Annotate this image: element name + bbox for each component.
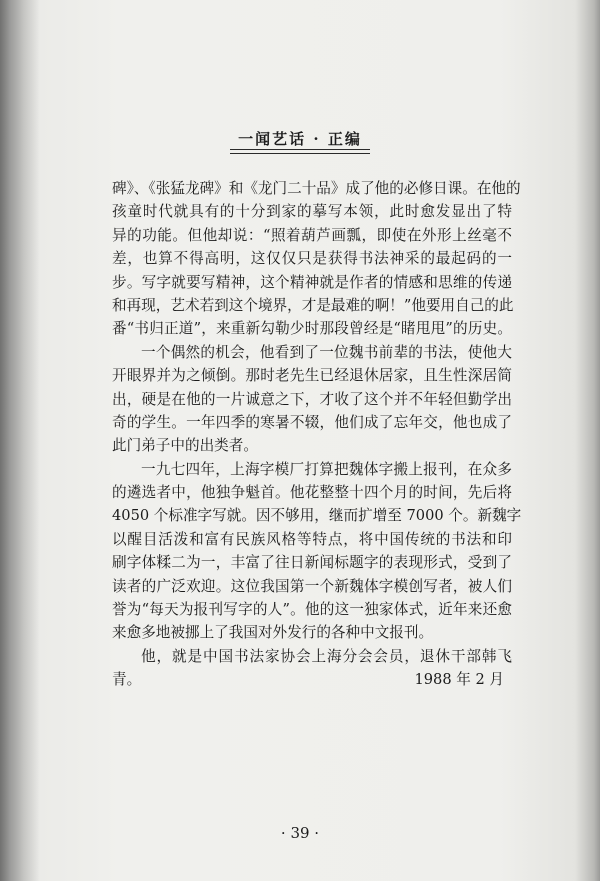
- text-line: 以醒目活泼和富有民族风格等特点，将中国传统的书法和印: [112, 530, 512, 548]
- text-line: 开眼界并为之倾倒。那时老先生已经退休居家，且生性深居简: [112, 367, 512, 385]
- text-line: 异的功能。但他却说：“照着葫芦画瓢，即使在外形上丝毫不: [112, 226, 512, 244]
- text-line: 刷字体糅二为一，丰富了往日新闻标题字的表现形式，受到了: [112, 554, 512, 572]
- header-rule-top: [230, 149, 370, 150]
- text-line: 出，硬是在他的一片诚意之下，才收了这个并不年轻但勤学出: [112, 390, 512, 408]
- closing-text: 青。: [112, 671, 142, 689]
- text-line: 4050 个标准字写就。因不够用，继而扩增至 7000 个。新魏字: [112, 507, 522, 525]
- text-line: 一个偶然的机会，他看到了一位魏书前辈的书法，使他大: [141, 343, 512, 361]
- date-signature: 1988 年 2 月: [414, 671, 504, 689]
- page-number: · 39 ·: [280, 824, 320, 842]
- text-line: 和再现，艺术若到这个境界，才是最难的啊！”他要用自己的此: [112, 296, 514, 314]
- text-line: 誉为“每天为报刊写字的人”。他的这一独家体式，近年来还愈: [112, 601, 512, 619]
- text-line: 步。写字就要写精神，这个精神就是作者的情感和思维的传递: [112, 273, 512, 291]
- paragraph-3: [112, 458, 522, 645]
- text-line: 番“书归正道”，来重新勾勒少时那段曾经是“睹甩甩”的历史。: [112, 320, 512, 338]
- text-line: 一九七四年，上海字模厂打算把魏体字搬上报刊，在众多: [141, 460, 512, 478]
- text-line: 读者的广泛欢迎。这位我国第一个新魏体字模创写者，被人们: [112, 577, 512, 595]
- header-rule-bottom: [230, 153, 370, 154]
- text-line: 的遴选者中，他独争魁首。他花整整十四个月的时间，先后将: [112, 484, 512, 502]
- text-line: 碑》、《张猛龙碑》和《龙门二十品》成了他的必修日课。在他的: [112, 180, 521, 197]
- paragraph-4: [112, 645, 512, 692]
- body-text: [112, 177, 522, 692]
- text-line: 来愈多地被挪上了我国对外发行的各种中文报刊。: [112, 624, 434, 642]
- paragraph-1: [112, 177, 521, 341]
- text-line: 他，就是中国书法家协会上海分会会员，退休干部韩飞: [141, 647, 512, 665]
- text-line: 奇的学生。一年四季的寒暑不辍，他们成了忘年交，他也成了: [112, 413, 512, 431]
- running-title: 一闻艺话 · 正编: [238, 130, 362, 148]
- text-line: 孩童时代就具有的十分到家的摹写本领，此时愈发显出了特: [112, 203, 512, 221]
- text-line: 差，也算不得高明，这仅仅只是获得书法神采的最起码的一: [112, 250, 512, 268]
- page-header: [0, 128, 600, 149]
- paragraph-2: [112, 341, 512, 458]
- text-line: 此门弟子中的出类者。: [112, 437, 258, 455]
- closing-line: [112, 668, 512, 691]
